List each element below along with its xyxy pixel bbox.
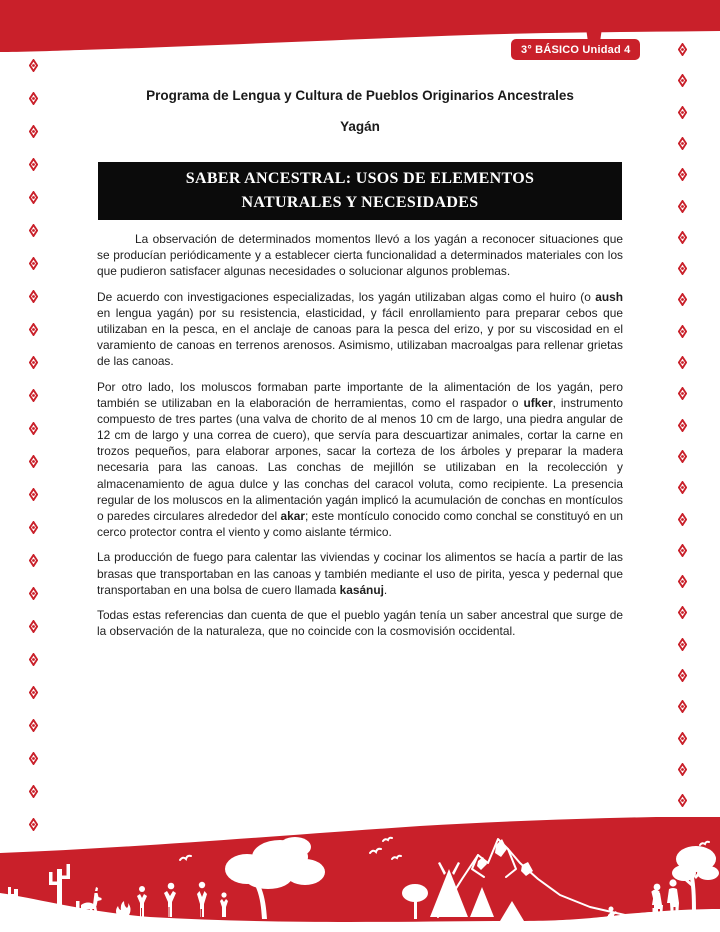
diamond-ornament-icon — [29, 719, 38, 732]
diamond-ornament-icon — [29, 620, 38, 633]
diamond-ornament-icon — [29, 686, 38, 699]
diamond-ornament-icon — [678, 732, 687, 745]
diamond-ornament-icon — [678, 43, 687, 56]
diamond-ornament-icon — [678, 575, 687, 588]
diamond-ornament-icon — [678, 669, 687, 682]
diamond-ornament-icon — [29, 455, 38, 468]
diamond-ornament-icon — [678, 387, 687, 400]
diamond-ornament-icon — [29, 92, 38, 105]
diamond-ornament-icon — [29, 224, 38, 237]
diamond-ornament-icon — [678, 450, 687, 463]
diamond-ornament-icon — [29, 356, 38, 369]
diamond-ornament-icon — [29, 59, 38, 72]
diamond-ornament-icon — [678, 356, 687, 369]
diamond-ornament-icon — [29, 785, 38, 798]
diamond-ornament-icon — [678, 137, 687, 150]
diamond-ornament-icon — [678, 419, 687, 432]
body-paragraph: De acuerdo con investigaciones especializadas, los yagán utilizaban algas como el huiro (o aush en lengua yagán) por su resistencia, elasticidad, y fácil enrollamiento para preparar cebos que utilizaban en la pesca, en el anclaje de canoas para la pesca del erizo, y por su viscosidad en el varamiento de canoas en terrenos arenosos. Asimismo, utilizaban macroalgas para rellenar grietas de las canoas. — [97, 289, 623, 369]
diamond-ornament-icon — [678, 200, 687, 213]
diamond-ornament-icon — [29, 191, 38, 204]
diamond-ornament-icon — [29, 521, 38, 534]
body-paragraph: Todas estas referencias dan cuenta de que el pueblo yagán tenía un saber ancestral que surge de la observación de la naturaleza, que no coincide con la cosmovisión occidental. — [97, 607, 623, 639]
diamond-ornament-icon — [29, 290, 38, 303]
unit-badge: 3° BÁSICO Unidad 4 — [511, 39, 640, 60]
section-banner — [98, 162, 622, 220]
section-banner-title: SABER ANCESTRAL: USOS DE ELEMENTOS NATURALES Y NECESIDADES — [185, 170, 535, 211]
diamond-ornament-icon — [678, 74, 687, 87]
diamond-ornament-icon — [678, 638, 687, 651]
diamond-ornament-icon — [29, 554, 38, 567]
diamond-ornament-icon — [678, 168, 687, 181]
diamond-ornament-icon — [678, 700, 687, 713]
diamond-ornament-icon — [678, 325, 687, 338]
diamond-ornament-icon — [678, 106, 687, 119]
language-title: Yagán — [340, 119, 380, 134]
footer-landscape-art — [0, 817, 720, 932]
diamond-ornament-icon — [29, 587, 38, 600]
body-paragraph: La observación de determinados momentos llevó a los yagán a reconocer situaciones que se producían periódicamente y a establecer cierta funcionalidad a determinados materiales con los que pudieron satisfacer algunas necesidades o solucionar algunos problemas. — [97, 232, 623, 279]
diamond-ornament-icon — [29, 488, 38, 501]
program-title: Programa de Lengua y Cultura de Pueblos Originarios Ancestrales — [146, 88, 574, 103]
diamond-ornament-icon — [678, 544, 687, 557]
diamond-ornament-icon — [29, 422, 38, 435]
diamond-ornament-icon — [678, 763, 687, 776]
diamond-ornament-icon — [29, 653, 38, 666]
diamond-ornament-icon — [29, 125, 38, 138]
diamond-ornament-icon — [678, 293, 687, 306]
diamond-ornament-icon — [29, 323, 38, 336]
body-paragraph: La producción de fuego para calentar las viviendas y cocinar los alimentos se hacía a partir de las brasas que transportaban en las canoas y también mediante el uso de pirita, yesca y pedernal que transportaban en una bolsa de cuero llamada kasánuj. — [97, 550, 623, 597]
body-paragraph: Por otro lado, los moluscos formaban parte importante de la alimentación de los yagán, pero también se utilizaban en la elaboración de herramientas, como el raspador o ufker, instrumento compuesto de tres partes (una valva de chorito de al menos 10 cm de largo, una piedra angular de 12 cm de largo y una correa de cuero), que servía para descuartizar animales, cortar la carne en trozos pequeños, para elaborar arpones, sacar la corteza de los árboles y preparar la madera necesaria para las canoas. Las conchas de mejillón se utilizaban en la recolección y almacenamiento de agua dulce y las conchas del caracol voluta, como recipiente. La presencia regular de los moluscos en la alimentación yagán implicó la acumulación de conchas en montículos o paredes circulares alrededor del akar; este montículo conocido como conchal se constituyó en un cerco protector contra el viento y como aislante térmico. — [97, 379, 624, 540]
article-body — [97, 231, 623, 648]
diamond-ornament-icon — [29, 389, 38, 402]
diamond-ornament-icon — [678, 481, 687, 494]
diamond-ornament-icon — [678, 606, 687, 619]
diamond-ornament-icon — [29, 257, 38, 270]
diamond-ornament-icon — [29, 752, 38, 765]
diamond-ornament-icon — [29, 158, 38, 171]
diamond-ornament-icon — [678, 794, 687, 807]
diamond-ornament-icon — [678, 231, 687, 244]
diamond-ornament-icon — [678, 513, 687, 526]
diamond-ornament-icon — [678, 262, 687, 275]
